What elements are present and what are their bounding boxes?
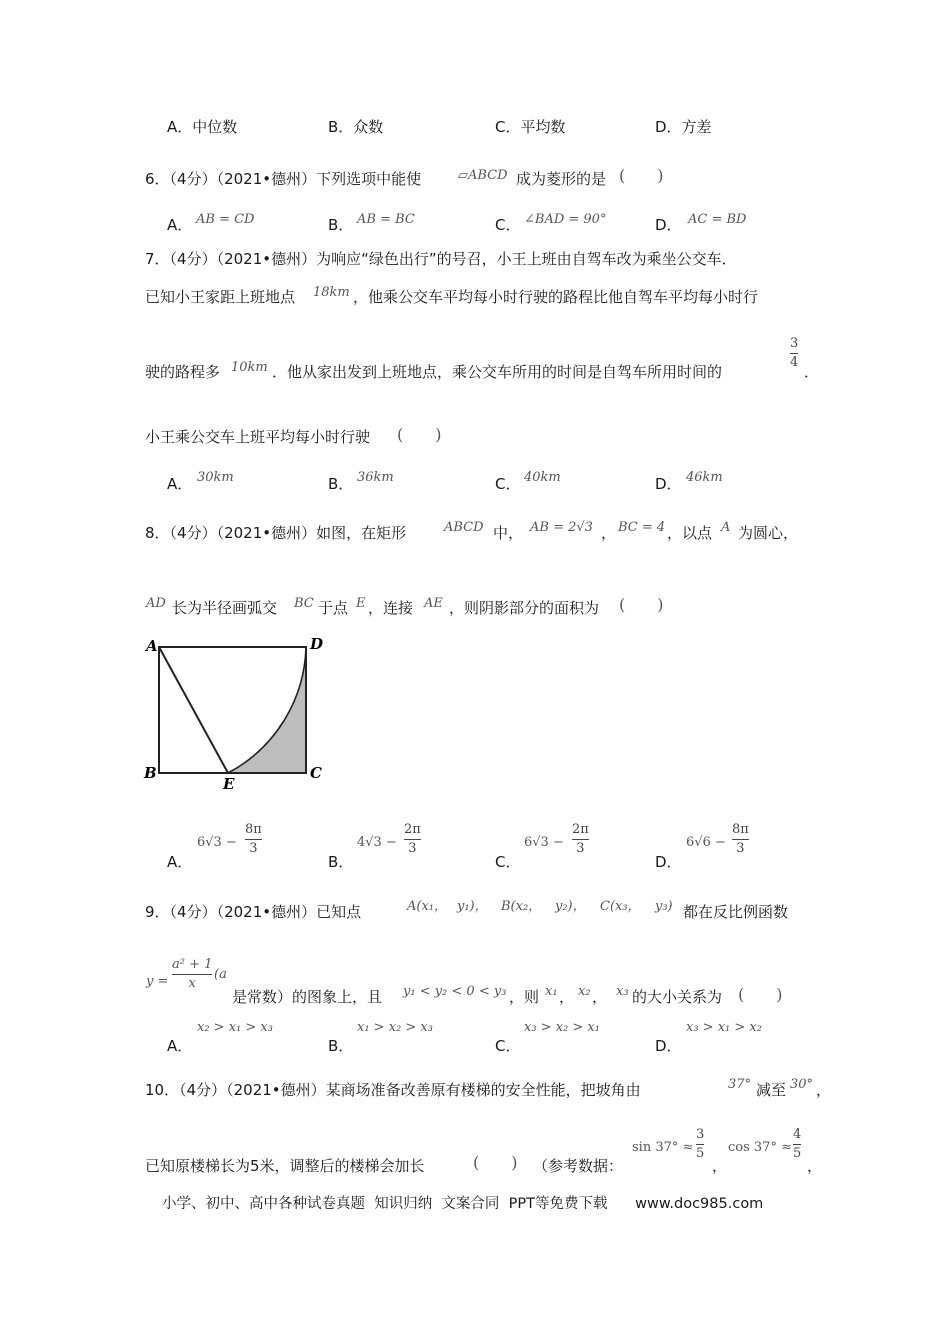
q6-option-d: AC = BD (688, 212, 747, 227)
q8-option-b-bar (404, 839, 421, 840)
q8-segment-ae (159, 647, 228, 773)
q7-paren: ( ) (397, 425, 442, 444)
q7-label-c: C． (495, 475, 521, 493)
q8-option-d-pre: 6√6 − (686, 835, 726, 850)
q7-line4: 小王乘公交车上班平均每小时行驶 (145, 428, 371, 446)
q10-end: ， (816, 1081, 832, 1099)
q7-line1: 7．（4分）（2021•德州）为响应“绿色出行”的号召，小王上班由自驾车改为乘坐公交车． (145, 250, 737, 268)
q9-point-a: A(x₁， (407, 899, 448, 914)
q9-option-d: x₃ > x₁ > x₂ (686, 1020, 762, 1035)
q10-sin-bar (696, 1144, 704, 1145)
q10-trailing-comma: ， (807, 1157, 823, 1175)
q8-label-c: C (310, 764, 322, 782)
q8-point-e: E (356, 596, 366, 611)
q9-line1b: 都在反比例函数 (683, 903, 789, 921)
q10-sin-den: 5 (696, 1146, 705, 1162)
q6-parallelogram: ▱ABCD (458, 168, 508, 183)
q6-option-a: AB = CD (196, 212, 255, 227)
q9-func-den: x (188, 976, 196, 992)
q8-option-c-num: 2π (572, 822, 589, 837)
q7-more: 10km (231, 360, 268, 375)
q8-mid: 中， (493, 524, 524, 542)
q6-option-c: ∠BAD = 90° (524, 212, 607, 227)
q7-distance: 18km (313, 285, 350, 300)
q8-option-c-bar (572, 839, 589, 840)
q8-rectangle-figure (140, 632, 340, 792)
q8-option-b-den: 3 (408, 841, 417, 857)
q8-ab: AB = 2√3 (530, 520, 593, 535)
q8-option-b-frac (404, 823, 421, 857)
q5-option-d: D．方差 (655, 118, 712, 136)
q8-rect-abcd: ABCD (444, 520, 484, 535)
q9-sep2: ， (592, 988, 608, 1006)
q8-option-a-num: 8π (245, 822, 262, 837)
q8-line1c: 为圆心， (738, 524, 799, 542)
q8-label-c-opt: C． (495, 853, 521, 871)
q7-fraction-bar (790, 353, 798, 354)
q6-stem-tail: 成为菱形的是 (516, 170, 607, 188)
q8-label-a-opt: A． (167, 853, 193, 871)
q9-option-b: x₁ > x₂ > x₃ (357, 1020, 433, 1035)
q7-fraction-den: 4 (790, 355, 799, 371)
q8-line1b: ，以点 (667, 524, 713, 542)
q7-fraction-num: 3 (790, 336, 799, 351)
q9-y1: y₁)， (457, 899, 488, 914)
q8-line2b: 于点 (318, 599, 349, 617)
q9-func-bar (172, 974, 212, 975)
q7-line3b: ．他从家出发到上班地点，乘公交车所用的时间是自驾车所用时间的 (272, 363, 723, 381)
q9-func-num: a² + 1 (172, 957, 213, 972)
q7-option-a: 30km (197, 470, 234, 485)
q8-option-a-bar (245, 839, 262, 840)
q6-label-a: A． (167, 216, 193, 234)
q10-cos-bar (793, 1144, 801, 1145)
q10-cos: cos 37° ≈ (728, 1140, 792, 1155)
q8-option-c-pre: 6√3 − (524, 835, 564, 850)
q7-fraction (790, 337, 798, 371)
q9-paren: ( ) (738, 985, 783, 1004)
q8-ad: AD (146, 596, 166, 611)
q9-option-c: x₃ > x₂ > x₁ (524, 1020, 600, 1035)
q9-label-c: C． (495, 1037, 521, 1055)
q8-option-a-den: 3 (249, 841, 258, 857)
q8-line2a: 长为半径画弧交 (172, 599, 278, 617)
q9-line2b: ，则 (509, 988, 540, 1006)
q9-label-a: A． (167, 1037, 193, 1055)
q9-x2: x₂ (578, 984, 591, 999)
q9-point-b: B(x₂， (501, 899, 542, 914)
q8-option-d-den: 3 (736, 841, 745, 857)
q10-cos-den: 5 (793, 1146, 802, 1162)
q8-shaded-region (228, 647, 306, 773)
q8-label-b: B (144, 764, 157, 782)
q6-label-d: D． (655, 216, 682, 234)
q9-condition: y₁ < y₂ < 0 < y₃ (403, 984, 507, 999)
q7-line2b: ，他乘公交车平均每小时行驶的路程比他自驾车平均每小时行 (353, 288, 759, 306)
q8-option-d-bar (732, 839, 749, 840)
q9-option-a: x₂ > x₁ > x₃ (197, 1020, 273, 1035)
q10-mid: 减至 (756, 1081, 787, 1099)
q9-line1a: 9．（4分）（2021•德州）已知点 (145, 903, 362, 921)
q8-line2c: ，连接 (368, 599, 414, 617)
q9-sep1: ， (559, 988, 575, 1006)
q8-label-d: D (310, 635, 324, 653)
q6-label-b: B． (328, 216, 354, 234)
q9-x1: x₁ (545, 984, 558, 999)
q8-option-b-num: 2π (404, 822, 421, 837)
q8-label-d-opt: D． (655, 853, 682, 871)
q8-bc: BC = 4 (618, 520, 666, 535)
q6-stem: 6．（4分）（2021•德州）下列选项中能使 (145, 170, 422, 188)
q8-option-d-frac (732, 823, 749, 857)
q8-label-b-opt: B． (328, 853, 354, 871)
q8-ae: AE (424, 596, 443, 611)
q9-func-frac (172, 958, 212, 992)
q9-func-a: (a (214, 967, 227, 982)
q6-label-c: C． (495, 216, 521, 234)
q6-paren: ( ) (619, 166, 664, 185)
q9-point-c: C(x₃， (600, 899, 641, 914)
q7-option-b: 36km (357, 470, 394, 485)
q8-option-b-pre: 4√3 − (357, 835, 397, 850)
q7-label-b: B． (328, 475, 354, 493)
q5-option-c: C．平均数 (495, 118, 566, 136)
q7-label-d: D． (655, 475, 682, 493)
q5-option-b: B．众数 (328, 118, 384, 136)
q10-line1a: 10．（4分）（2021•德州）某商场准备改善原有楼梯的安全性能，把坡角由 (145, 1081, 641, 1099)
q8-option-c-frac (572, 823, 589, 857)
q10-paren: ( ) (473, 1153, 518, 1172)
q9-x3: x₃ (616, 984, 629, 999)
q8-line2d: ，则阴影部分的面积为 (449, 599, 600, 617)
q7-line3c: ． (804, 363, 820, 381)
q8-label-a: A (146, 637, 158, 655)
q9-y3: y₃) (655, 899, 673, 914)
q10-angle-30: 30° (790, 1077, 814, 1092)
q7-option-c: 40km (524, 470, 561, 485)
q5-option-a: A．中位数 (167, 118, 238, 136)
page-footer: 小学、初中、高中各种试卷真题 知识归纳 文案合同 PPT等免费下载 www.doc985.com (162, 1196, 764, 1212)
q10-cos-num: 4 (793, 1127, 802, 1142)
q8-line1a: 8．（4分）（2021•德州）如图，在矩形 (145, 524, 407, 542)
q10-sin-frac (696, 1128, 704, 1162)
q8-paren: ( ) (619, 595, 664, 614)
q9-func-y: y = (146, 974, 169, 989)
q7-line2a: 已知小王家距上班地点 (145, 288, 296, 306)
q9-line2a: 是常数）的图象上，且 (232, 988, 383, 1006)
q9-line2c: 的大小关系为 (632, 988, 723, 1006)
q9-label-d: D． (655, 1037, 682, 1055)
q8-option-a-frac (245, 823, 262, 857)
q10-sin-num: 3 (696, 1127, 705, 1142)
q9-y2: y₂)， (555, 899, 586, 914)
q8-option-a-pre: 6√3 − (197, 835, 237, 850)
q8-comma: ， (601, 524, 617, 542)
q8-option-c-den: 3 (576, 841, 585, 857)
q7-line3a: 驶的路程多 (145, 363, 221, 381)
q9-label-b: B． (328, 1037, 354, 1055)
q10-sin: sin 37° ≈ (632, 1140, 694, 1155)
q6-option-b: AB = BC (357, 212, 415, 227)
q8-label-e: E (223, 775, 235, 792)
q8-option-d-num: 8π (732, 822, 749, 837)
q10-cos-frac (793, 1128, 801, 1162)
q10-angle-37: 37° (728, 1077, 752, 1092)
q10-line2a: 已知原楼梯长为5米，调整后的楼梯会加长 (145, 1157, 425, 1175)
q10-sep: ， (712, 1157, 728, 1175)
q7-option-d: 46km (686, 470, 723, 485)
q10-line2b: （参考数据： (533, 1157, 624, 1175)
q8-bc2: BC (294, 596, 314, 611)
q8-point-a: A (721, 520, 731, 535)
q7-label-a: A． (167, 475, 193, 493)
